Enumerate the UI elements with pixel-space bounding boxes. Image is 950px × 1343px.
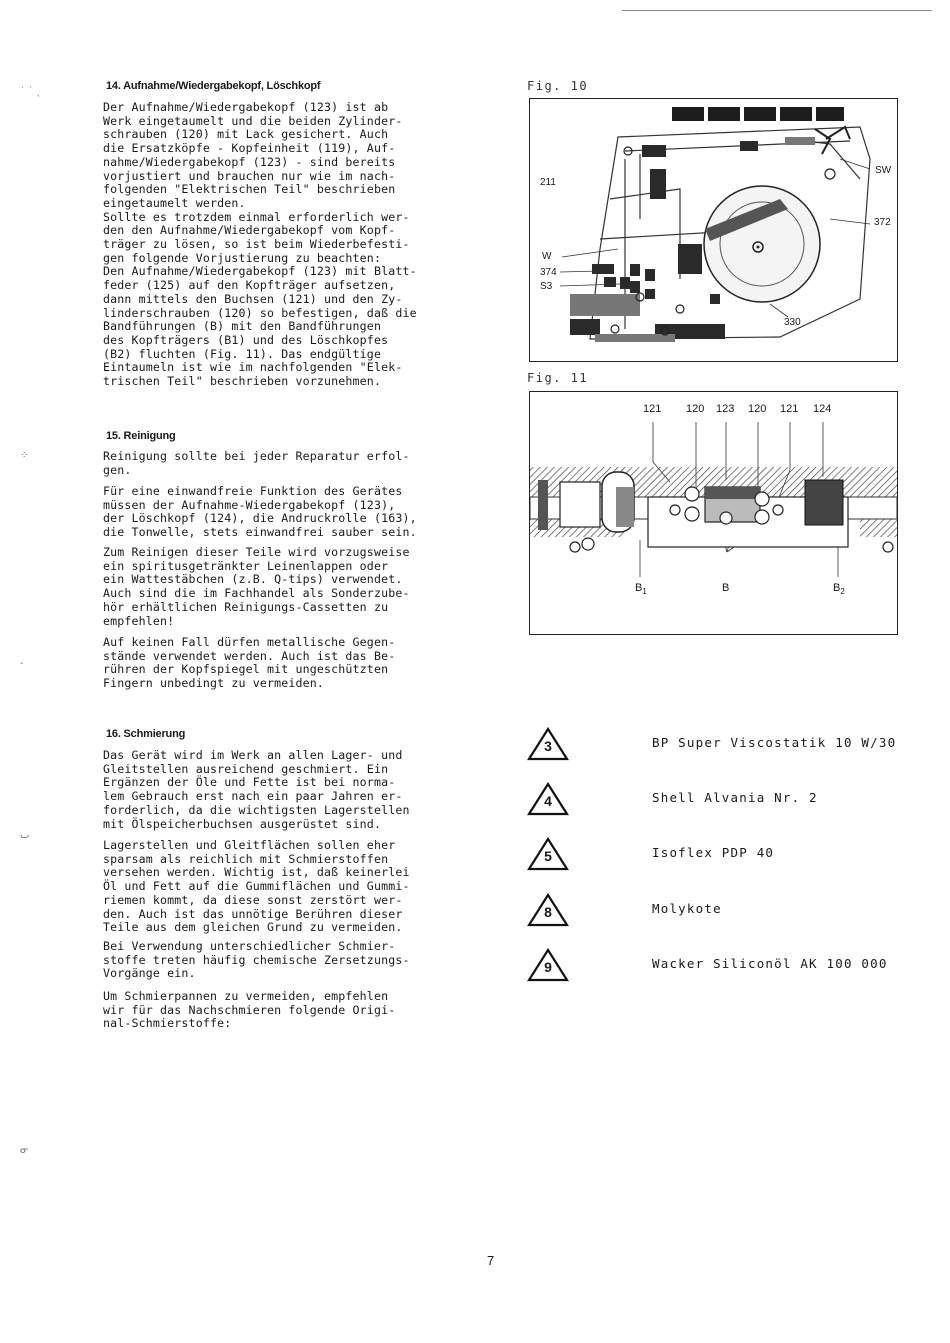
fig-11-label: Fig. 11 — [527, 371, 589, 385]
margin-mark: ⁘ — [20, 450, 29, 461]
margin-mark: ˙ ˙ ˎ — [20, 86, 42, 97]
fig-11-top-label: 121 — [643, 403, 662, 415]
section-15-heading: 15. Reinigung — [106, 430, 176, 442]
section-14-paragraph: Der Aufnahme/Wiedergabekopf (123) ist ab Werk eingetaumelt und die beiden Zylinder- schrauben (120) mit Lack gesichert. Auch die Ersatzköpfe - Kopfeinheit (119), Auf- nahme/Wiedergabekopf (123) - sind bereits vorjustiert und brauchen nur wie im nach- folgenden "Elektrischen Teil" beschrieben eingetaumelt werden. Sollte es trotzdem einmal erforderlich wer- den den Aufnahme/Wiedergabekopf vom Kopf- träger zu lösen, so ist beim Wiederbefesti- gen folgende Vorjustierung zu beachten: Den Aufnahme/Wiedergabekopf (123) mit Blatt- feder (125) auf den Kopfträger aufsetzen, dann mittels den Buchsen (121) und den Zy- linderschrauben (120) so befestigen, daß die Bandführungen (B) mit den Bandführungen des Kopfträgers (B1) und des Löschkopfes (B2) fluchten (Fig. 11). Das endgültige Eintaumeln ist wie im nachfolgenden "Elek- trischen Teil" beschrieben vorzunehmen. — [103, 100, 417, 389]
fig-11-label-b2: $B_2$ — [833, 582, 845, 597]
fig-10-callout-372: 372 — [874, 217, 891, 228]
margin-mark: ᓂ — [20, 1145, 29, 1156]
fig-10-callout-374: 374 — [540, 267, 557, 278]
lubricant-name: Wacker Siliconöl AK 100 000 — [652, 956, 888, 971]
margin-mark: - — [20, 658, 24, 669]
fig-10-label: Fig. 10 — [527, 79, 589, 93]
fig-11-top-label: 120 — [748, 403, 767, 415]
lubricant-name: Molykote — [652, 901, 722, 916]
section-16-paragraph: Um Schmierpannen zu vermeiden, empfehlen wir für das Nachschmieren folgende Origi- nal-Schmierstoffe: — [103, 989, 396, 1031]
lubricant-item — [527, 837, 927, 873]
fig-11-label-b: B — [722, 582, 730, 594]
section-15-paragraph: Zum Reinigen dieser Teile wird vorzugsweise ein spiritusgetränkter Leinenlappen oder ein Wattestäbchen (z.B. Q-tips) verwendet. Auch sind die im Fachhandel als Sonderzube- hör erhältlichen Reinigungs-Cassetten zu empfehlen! — [103, 545, 410, 628]
lubricant-name: BP Super Viscostatik 10 W/30 — [652, 735, 897, 750]
section-15-paragraph: Auf keinen Fall dürfen metallische Gegen- stände verwendet werden. Auch ist das Be- rühren der Kopfspiegel mit ungeschützten Fingern unbedingt zu vermeiden. — [103, 635, 396, 691]
fig-11-top-label: 120 — [686, 403, 705, 415]
fig-10-callout-s3: S3 — [540, 281, 553, 292]
lubricant-item — [527, 782, 927, 818]
page-number: 7 — [487, 1253, 495, 1268]
lubricant-item — [527, 727, 927, 763]
section-15-paragraph: Reinigung sollte bei jeder Reparatur erfol- gen. — [103, 449, 410, 477]
fig-10-callout-211: 211 — [540, 177, 556, 188]
fig-10-callout-w: W — [542, 251, 552, 262]
section-16-paragraph: Bei Verwendung unterschiedlicher Schmier- stoffe treten häufig chemische Zersetzungs- Vorgänge ein. — [103, 939, 410, 981]
section-14-heading: 14. Aufnahme/Wiedergabekopf, Löschkopf — [106, 80, 321, 92]
fig-10-image — [529, 98, 898, 362]
lubricant-item — [527, 893, 927, 929]
section-15-paragraph: Für eine einwandfreie Funktion des Gerätes müssen der Aufnahme-Wiedergabekopf (123), der Löschkopf (124), die Andruckrolle (163), die Tonwelle, stets einwandfrei sauber sein. — [103, 484, 417, 540]
lubricant-number: 4 — [544, 793, 552, 809]
lubricant-name: Shell Alvania Nr. 2 — [652, 790, 818, 805]
fig-11-top-label: 121 — [780, 403, 799, 415]
fig-11-image — [529, 391, 898, 635]
top-rule — [622, 10, 932, 11]
fig-10-callout-sw: SW — [875, 165, 892, 176]
lubricant-number: 9 — [544, 959, 552, 975]
lubricant-item — [527, 948, 927, 984]
lubricant-number: 8 — [544, 904, 552, 920]
fig-11-top-label: 124 — [813, 403, 832, 415]
lubricant-name: Isoflex PDP 40 — [652, 845, 775, 860]
lubricant-number: 3 — [544, 738, 552, 754]
lubricant-number: 5 — [544, 848, 552, 864]
section-16-paragraph: Das Gerät wird im Werk an allen Lager- und Gleitstellen ausreichend geschmiert. Ein Ergänzen der Öle und Fette ist bei norma- lem Gebrauch erst nach ein paar Jahren er- forderlich, da die wichtigsten Lagerstellen mit Ölspeicherbuchsen ausgerüstet sind. — [103, 748, 410, 831]
fig-11-top-label: 123 — [716, 403, 735, 415]
margin-mark: ٮ — [20, 830, 30, 841]
fig-10-callout-330: 330 — [784, 317, 801, 328]
section-16-paragraph: Lagerstellen und Gleitflächen sollen eher sparsam als reichlich mit Schmierstoffen versehen werden. Wichtig ist, daß keinerlei Öl und Fett auf die Gummiflächen und Gummi- riemen kommt, da diese sonst zerstört wer- den. Auch ist das unnötige Berühren dieser Teile aus dem gleichen Grund zu vermeiden. — [103, 838, 410, 935]
section-16-heading: 16. Schmierung — [106, 728, 186, 740]
fig-11-label-b1: $B_1$ — [635, 582, 647, 597]
